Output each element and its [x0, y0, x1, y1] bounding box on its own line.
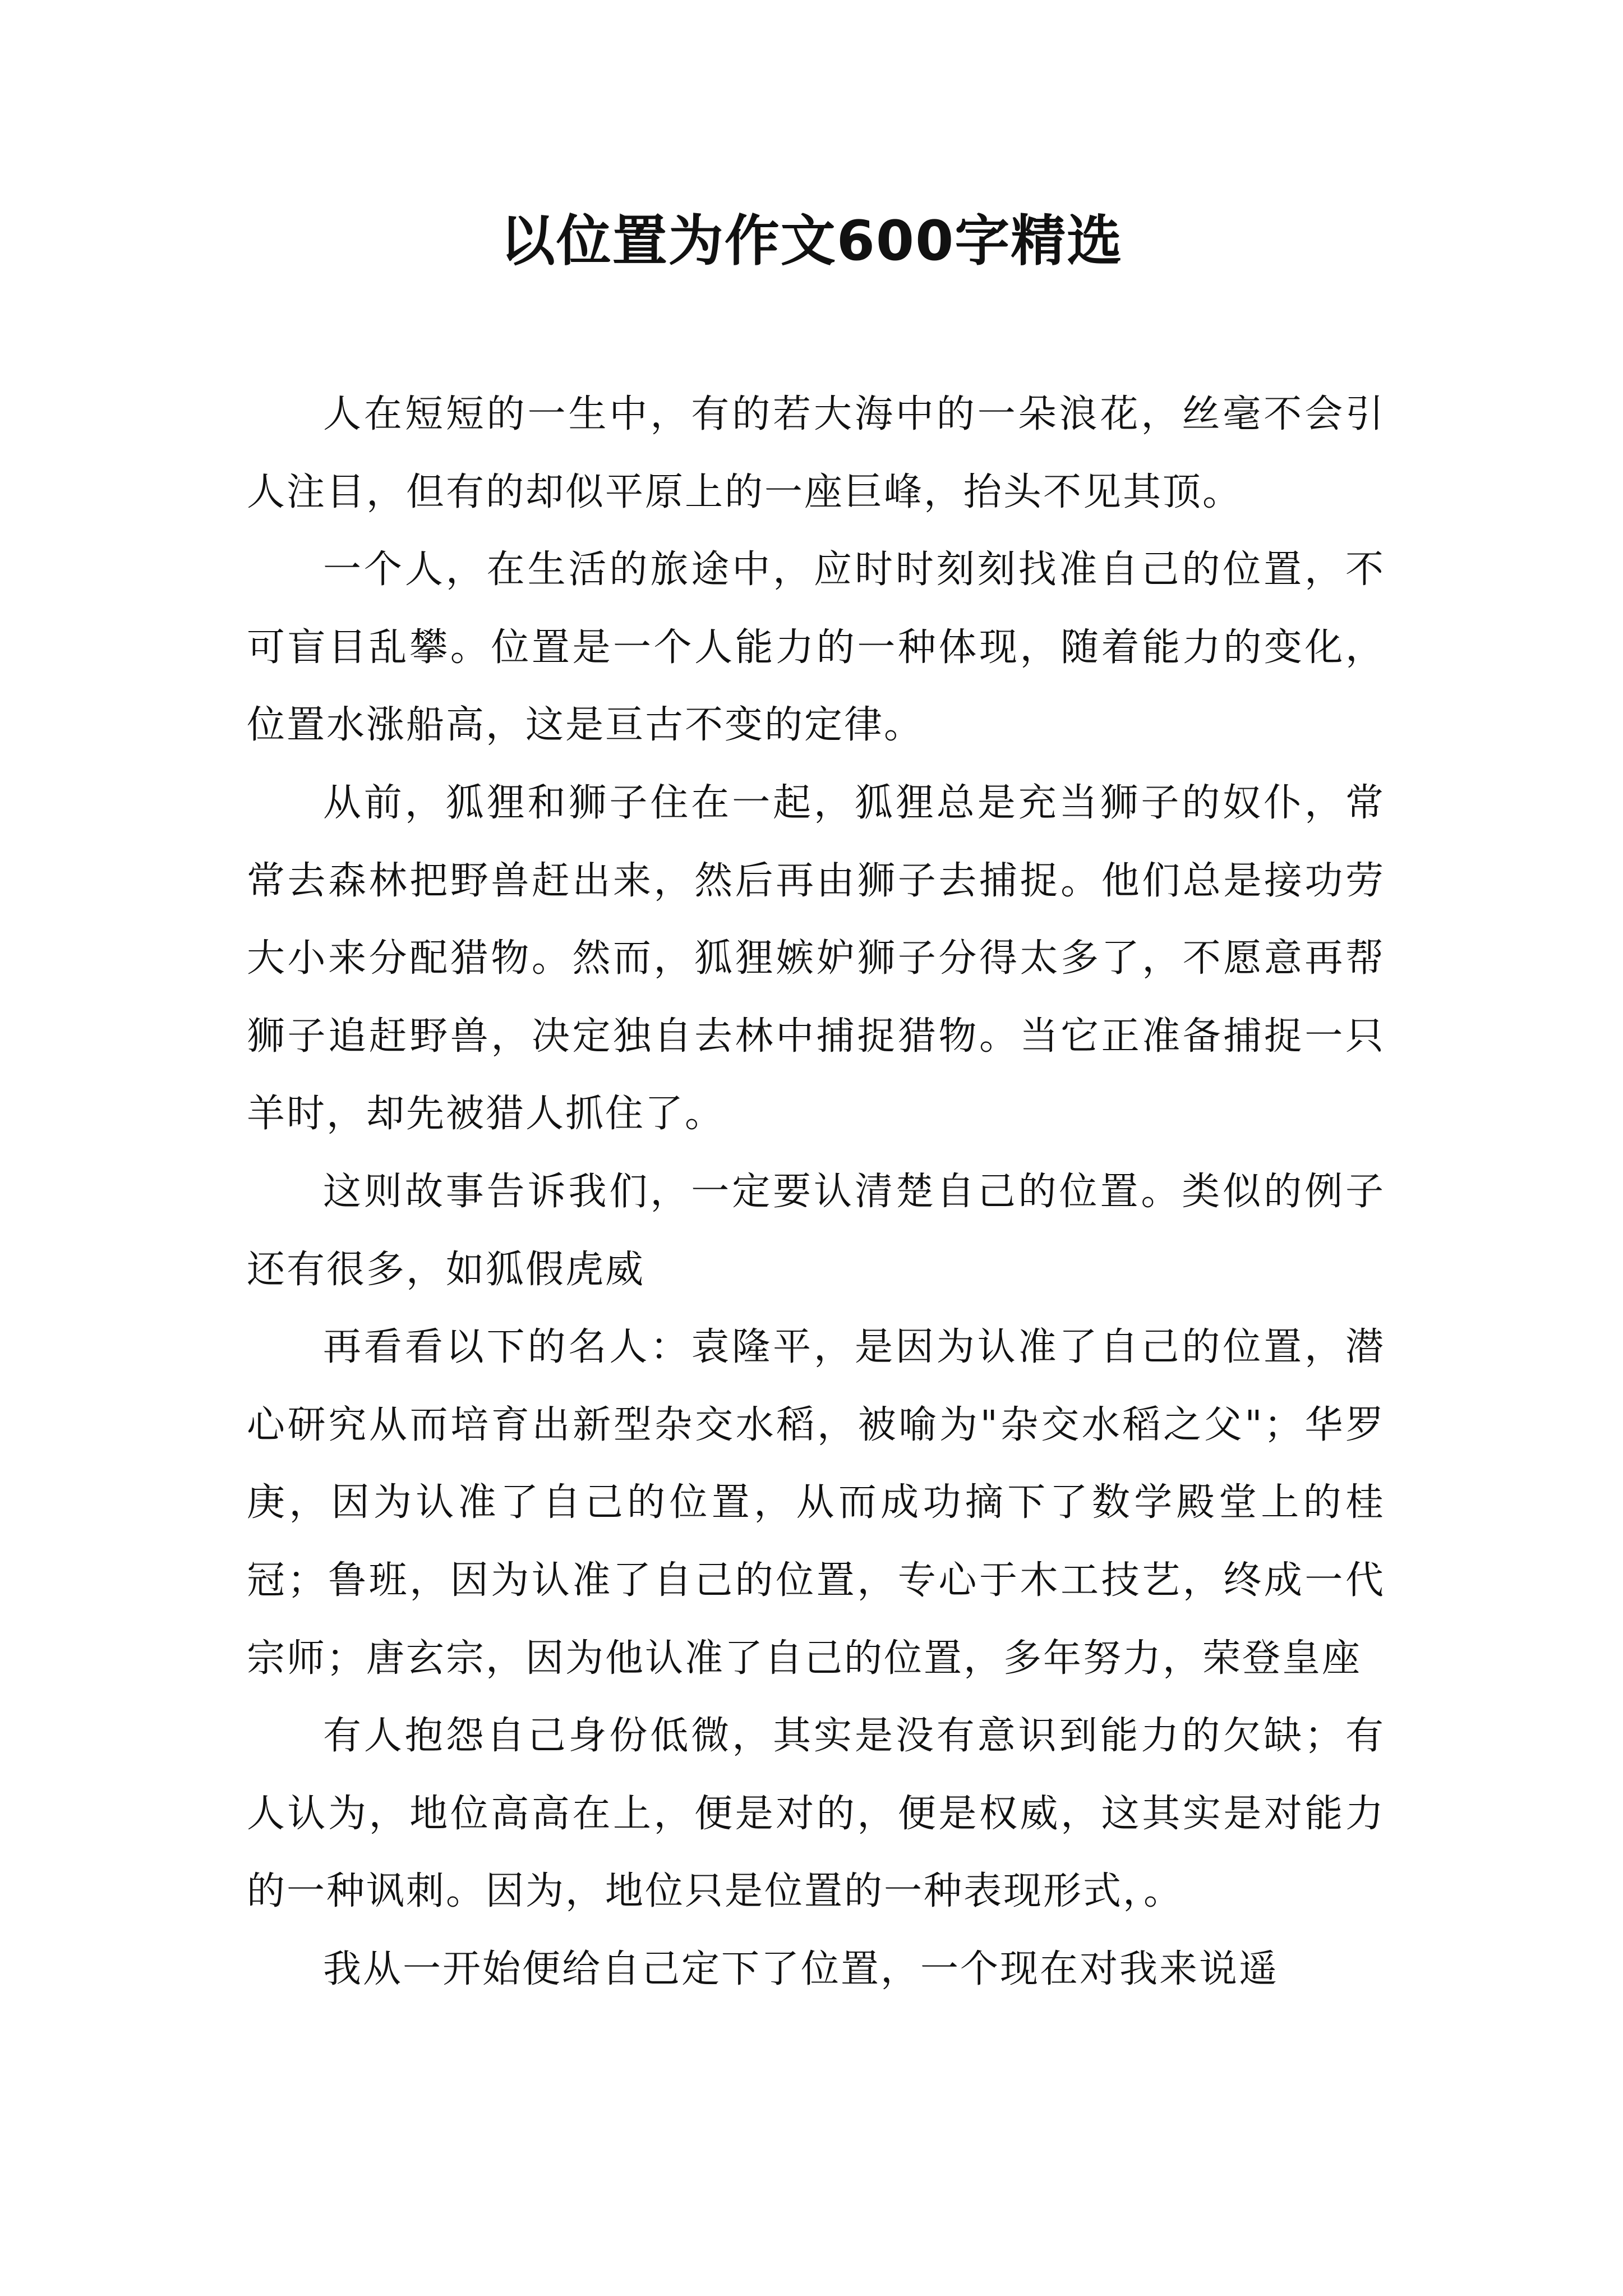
document-title: 以位置为作文600字精选 — [500, 209, 1123, 273]
paragraph: 我从一开始便给自己定下了位置，一个现在对我来说遥 — [323, 1947, 1279, 1991]
paragraph: 这则故事告诉我们，一定要认清楚自己的位置。类似的例子还有很多，如狐假虎威 — [247, 1169, 1385, 1292]
paragraph: 再看看以下的名人：袁隆平，是因为认准了自己的位置，潜心研究从而培育出新型杂交水稻，被喻为"杂交水稻之父"；华罗庚，因为认准了自己的位置，从而成功摘下了数学殿堂上的桂冠；鲁班，因为认准了自己的位置，专心于木工技艺，终成一代宗师；唐玄宗，因为他认准了自己的位置，多年努力，荣登皇座 — [247, 1325, 1385, 1681]
document-body — [247, 376, 1385, 2008]
paragraph: 有人抱怨自己身份低微，其实是没有意识到能力的欠缺；有人认为，地位高高在上，便是对的，便是权威，这其实是对能力的一种讽刺。因为，地位只是位置的一种表现形式，。 — [247, 1714, 1385, 1914]
paragraph: 一个人，在生活的旅途中，应时时刻刻找准自己的位置，不可盲目乱攀。位置是一个人能力的一种体现，随着能力的变化，位置水涨船高，这是亘古不变的定律。 — [247, 547, 1385, 748]
paragraph: 人在短短的一生中，有的若大海中的一朵浪花，丝毫不会引人注目，但有的却似平原上的一座巨峰，抬头不见其顶。 — [247, 392, 1385, 514]
paragraph: 从前，狐狸和狮子住在一起，狐狸总是充当狮子的奴仆，常常去森林把野兽赶出来，然后再由狮子去捕捉。他们总是接功劳大小来分配猎物。然而，狐狸嫉妒狮子分得太多了，不愿意再帮狮子追赶野兽，决定独自去林中捕捉猎物。当它正准备捕捉一只羊时，却先被猎人抓住了。 — [247, 780, 1385, 1137]
